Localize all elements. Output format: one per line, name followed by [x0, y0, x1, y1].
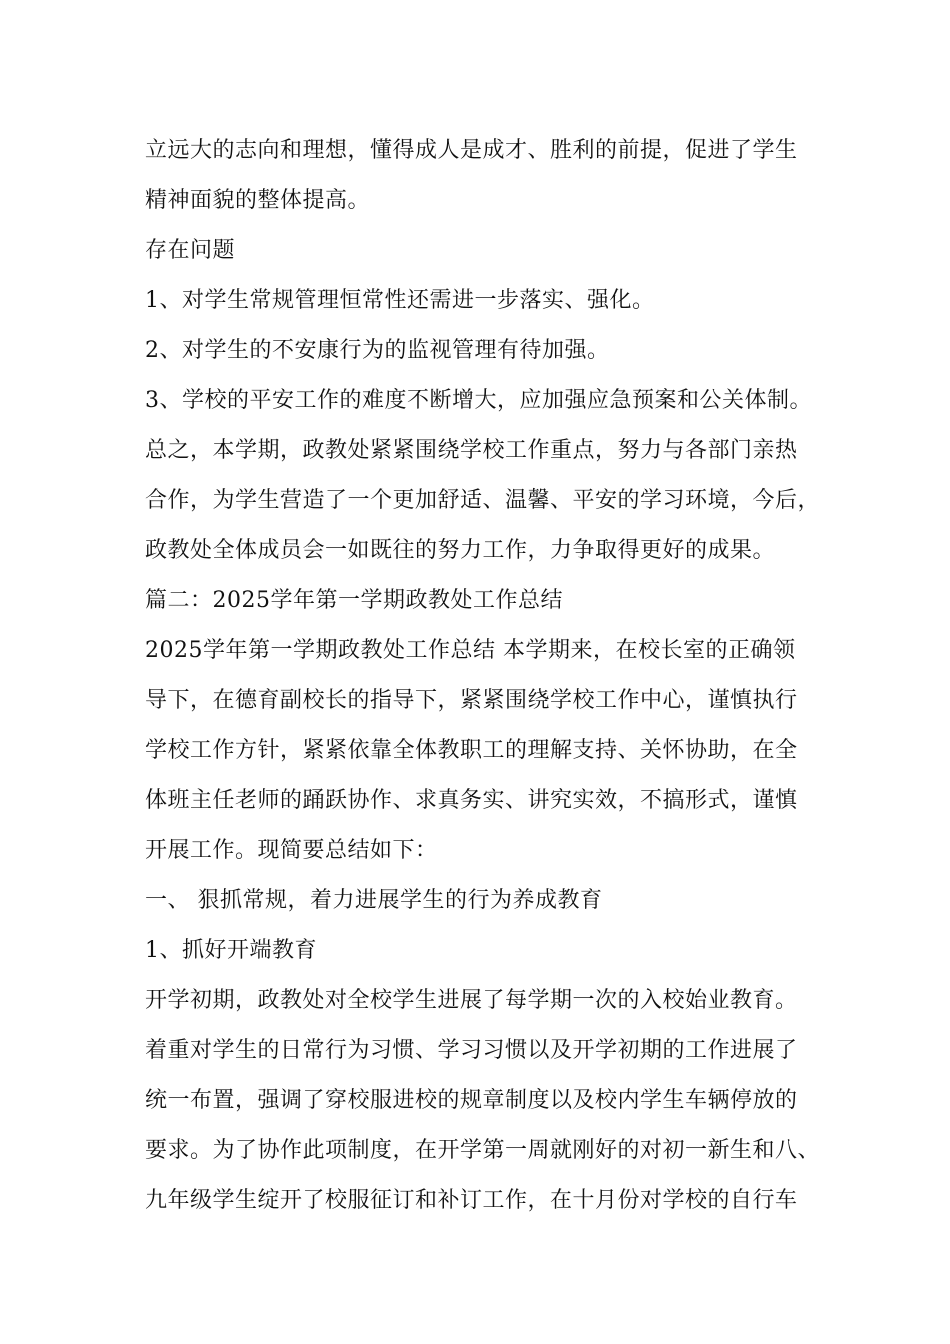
text-line: 体班主任老师的踊跃协作、求真务实、讲究实效，不搞形式，谨慎 [145, 788, 798, 813]
text-line: 开展工作。现简要总结如下： [145, 838, 438, 863]
text-line: 政教处全体成员会一如既往的努力工作，力争取得更好的成果。 [145, 538, 776, 563]
subsection-heading: 1、抓好开端教育 [145, 938, 317, 963]
list-item: 1、对学生常规管理恒常性还需进一步落实、强化。 [145, 288, 655, 313]
text-line: 九年级学生绽开了校服征订和补订工作，在十月份对学校的自行车 [145, 1188, 798, 1213]
text-line: 导下，在德育副校长的指导下，紧紧围绕学校工作中心，谨慎执行 [145, 688, 798, 713]
text-line: 2025学年第一学期政教处工作总结 本学期来，在校长室的正确领 [145, 638, 796, 663]
text-line: 精神面貌的整体提高。 [145, 188, 371, 213]
section-heading: 存在问题 [145, 238, 236, 263]
text-line: 立远大的志向和理想，懂得成人是成才、胜利的前提，促进了学生 [145, 138, 798, 163]
list-item: 2、对学生的不安康行为的监视管理有待加强。 [145, 338, 610, 363]
text-line: 开学初期，政教处对全校学生进展了每学期一次的入校始业教育。 [145, 988, 798, 1013]
text-line: 统一布置，强调了穿校服进校的规章制度以及校内学生车辆停放的 [145, 1088, 798, 1113]
list-item: 3、学校的平安工作的难度不断增大，应加强应急预案和公关体制。 [145, 388, 812, 413]
text-line: 合作，为学生营造了一个更加舒适、温馨、平安的学习环境，今后， [145, 488, 821, 513]
text-line: 要求。为了协作此项制度，在开学第一周就刚好的对初一新生和八、 [145, 1138, 821, 1163]
text-line: 着重对学生的日常行为习惯、学习习惯以及开学初期的工作进展了 [145, 1038, 798, 1063]
section-heading: 篇二：2025学年第一学期政教处工作总结 [145, 588, 563, 613]
section-heading: 一、 狠抓常规，着力进展学生的行为养成教育 [145, 888, 603, 913]
text-line: 总之，本学期，政教处紧紧围绕学校工作重点，努力与各部门亲热 [145, 438, 798, 463]
text-line: 学校工作方针，紧紧依靠全体教职工的理解支持、关怀协助，在全 [145, 738, 798, 763]
